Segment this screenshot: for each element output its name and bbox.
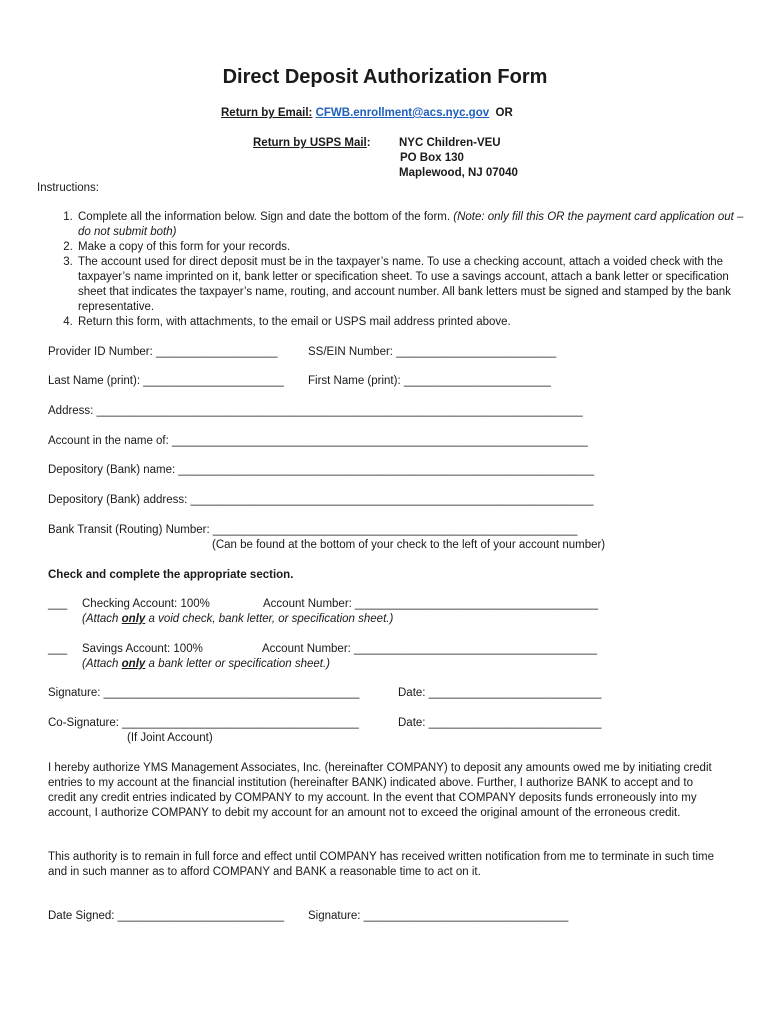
mail-address-line-2: PO Box 130: [400, 152, 464, 164]
provider-id-field[interactable]: Provider ID Number: ___________________: [48, 346, 278, 358]
cosignature-field[interactable]: Co-Signature: _____________________________________: [48, 717, 359, 729]
ssein-field[interactable]: SS/EIN Number: _________________________: [308, 346, 557, 358]
checking-account-number-field[interactable]: Account Number: ______________________________________: [263, 598, 599, 610]
savings-checkbox[interactable]: ___: [48, 643, 68, 655]
form-title: Direct Deposit Authorization Form: [222, 66, 548, 88]
checking-label: Checking Account: 100%: [82, 598, 210, 610]
checking-checkbox[interactable]: ___: [48, 598, 68, 610]
address-field[interactable]: Address: ____________________________________________________________________________: [48, 405, 583, 417]
date-signed-field[interactable]: Date Signed: __________________________: [48, 910, 284, 922]
instructions-list: [48, 210, 746, 330]
savings-label: Savings Account: 100%: [82, 643, 203, 655]
bank-name-field[interactable]: Depository (Bank) name: _________________________________________________________________: [48, 464, 595, 476]
return-email-label: Return by Email:: [221, 107, 313, 119]
instruction-item-3: 3. The account used for direct deposit must be in the taxpayer’s name. To use a checking account, attach a voided check with the taxpayer’s name imprinted on it, bank letter or specification sheet. To use a savings account, attach a bank letter or specification sheet that indicates the taxpayer’s name, routing, and account number. All bank letters must be signed and stamped by the bank representative.: [76, 255, 746, 315]
savings-note: (Attach only a bank letter or specification sheet.): [82, 658, 331, 670]
or-text: OR: [495, 107, 513, 119]
authorization-paragraph: I hereby authorize YMS Management Associates, Inc. (hereinafter COMPANY) to deposit any amounts owed me by initiating credit entries to my account at the financial institution (hereinafter BANK) indicated above. Further, I authorize BANK to accept and to credit any credit entries indicated by COMPANY to my account. In the event that COMPANY deposits funds erroneously into my account, I authorize COMPANY to debit my account for an amount not to exceed the original amount of the erroneous credit.: [48, 762, 712, 819]
savings-account-number-field[interactable]: Account Number: ______________________________________: [262, 643, 598, 655]
check-section-heading: Check and complete the appropriate section.: [48, 569, 294, 581]
signature-field[interactable]: Signature: ________________________________________: [48, 687, 360, 699]
return-email-link[interactable]: CFWB.enrollment@acs.nyc.gov: [315, 107, 490, 119]
account-name-field[interactable]: Account in the name of: _________________________________________________________________: [48, 435, 588, 447]
return-email-line: [221, 106, 513, 121]
return-mail-label: Return by USPS Mail:: [253, 137, 371, 149]
routing-field[interactable]: Bank Transit (Routing) Number: _________________________________________________________: [48, 524, 578, 536]
routing-note: (Can be found at the bottom of your check to the left of your account number): [212, 539, 606, 551]
instruction-item-4: 4. Return this form, with attachments, to the email or USPS mail address printed above.: [76, 315, 746, 330]
joint-account-note: (If Joint Account): [127, 732, 213, 744]
last-name-field[interactable]: Last Name (print): ______________________: [48, 375, 284, 387]
date-field[interactable]: Date: ___________________________: [398, 687, 602, 699]
co-date-field[interactable]: Date: ___________________________: [398, 717, 602, 729]
authority-paragraph: This authority is to remain in full force and effect until COMPANY has received written notification from me to terminate in such time and in such manner as to afford COMPANY and BANK a reasonable time to act on it.: [48, 851, 715, 878]
instruction-item-1: 1. Complete all the information below. Sign and date the bottom of the form. (Note: only fill this OR the payment card application out – do not submit both): [76, 210, 746, 240]
mail-address-line-3: Maplewood, NJ 07040: [399, 167, 518, 179]
bank-address-field[interactable]: Depository (Bank) address: _______________________________________________________________: [48, 494, 594, 506]
instructions-label: Instructions:: [37, 182, 99, 194]
instruction-item-2: 2. Make a copy of this form for your records.: [76, 240, 746, 255]
footer-signature-field[interactable]: Signature: ________________________________: [308, 910, 569, 922]
checking-note: (Attach only a void check, bank letter, or specification sheet.): [82, 613, 394, 625]
mail-address-line-1: NYC Children-VEU: [399, 137, 501, 149]
first-name-field[interactable]: First Name (print): _______________________: [308, 375, 551, 387]
